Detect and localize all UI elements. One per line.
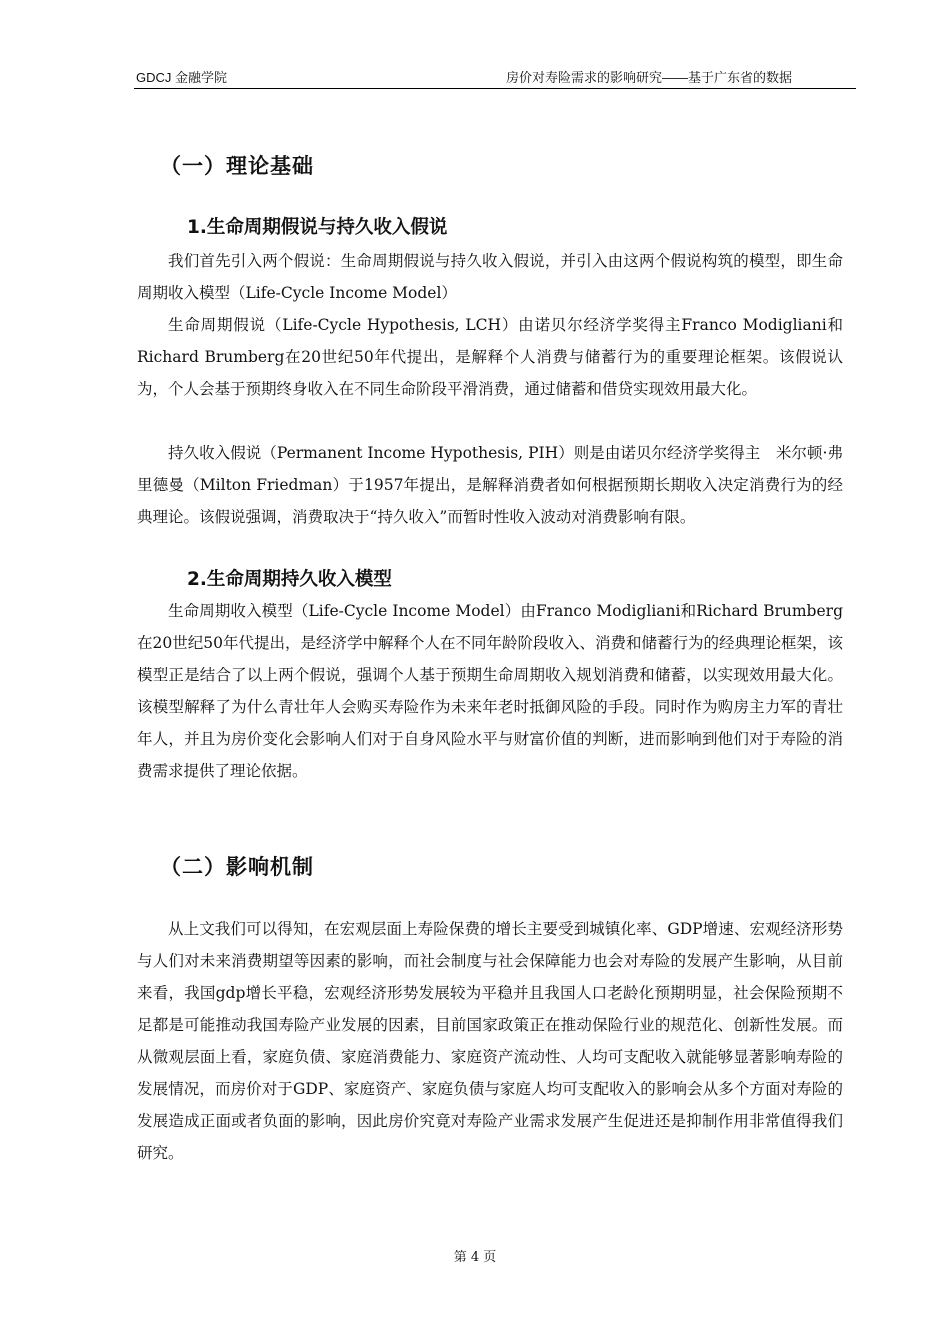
paragraph-lch: 生命周期假说（Life-Cycle Hypothesis, LCH）由诺贝尔经济学奖得主Franco Modigliani和Richard Brumberg在20世纪50年代提出，是解释个人消费与储蓄行为的重要理论框架。该假说认为，个人会基于预期终身收入在不同生命阶段平滑消费，通过储蓄和借贷实现效用最大化。: [137, 316, 843, 398]
header-paper-title: 房价对寿险需求的影响研究——基于广东省的数据: [505, 70, 792, 85]
paragraph-model: 生命周期收入模型（Life-Cycle Income Model）由Franco Modigliani和Richard Brumberg在20世纪50年代提出，是经济学中解释个人在不同年龄阶段收入、消费和储蓄行为的经典理论框架，该模型正是结合了以上两个假说，强调个人基于预期生命周期收入规划消费和储蓄，以实现效用最大化。该模型解释了为什么青壮年人会购买寿险作为未来年老时抵御风险的手段。同时作为购房主力军的青壮年人，并且为房价变化会影响人们对于自身风险水平与财富价值的判断，进而影响到他们对于寿险的消费需求提供了理论依据。: [137, 602, 843, 780]
section-heading-mechanism: （二）影响机制: [160, 855, 314, 879]
paragraph-pih: 持久收入假说（Permanent Income Hypothesis, PIH）则是由诺贝尔经济学奖得主 米尔顿·弗里德曼（Milton Friedman）于1957年提出，是解释消费者如何根据预期长期收入决定消费行为的经典理论。该假说强调，消费取决于“持久收入”而暂时性收入波动对消费影响有限。: [137, 444, 843, 526]
page-header: [134, 68, 856, 89]
paragraph-mechanism: 从上文我们可以得知，在宏观层面上寿险保费的增长主要受到城镇化率、GDP增速、宏观经济形势与人们对未来消费期望等因素的影响，而社会制度与社会保障能力也会对寿险的发展产生影响，从目前来看，我国gdp增长平稳，宏观经济形势发展较为平稳并且我国人口老龄化预期明显，社会保险预期不足都是可能推动我国寿险产业发展的因素，目前国家政策正在推动保险行业的规范化、创新性发展。而从微观层面上看，家庭负债、家庭消费能力、家庭资产流动性、人均可支配收入就能够显著影响寿险的发展情况，而房价对于GDP、家庭资产、家庭负债与家庭人均可支配收入的影响会从多个方面对寿险的发展造成正面或者负面的影响，因此房价究竟对寿险产业需求发展产生促进还是抑制作用非常值得我们研究。: [137, 920, 843, 1162]
paragraph-intro: 我们首先引入两个假说：生命周期假说与持久收入假说，并引入由这两个假说构筑的模型，即生命周期收入模型（Life-Cycle Income Model）: [137, 252, 843, 302]
header-institution: GDCJ 金融学院: [136, 70, 228, 85]
section-heading-theory: （一）理论基础: [160, 154, 314, 178]
subsection-heading-hypotheses: 1.生命周期假说与持久收入假说: [187, 217, 448, 238]
page-number: 第 4 页: [453, 1250, 497, 1265]
subsection-heading-model: 2.生命周期持久收入模型: [187, 569, 392, 590]
